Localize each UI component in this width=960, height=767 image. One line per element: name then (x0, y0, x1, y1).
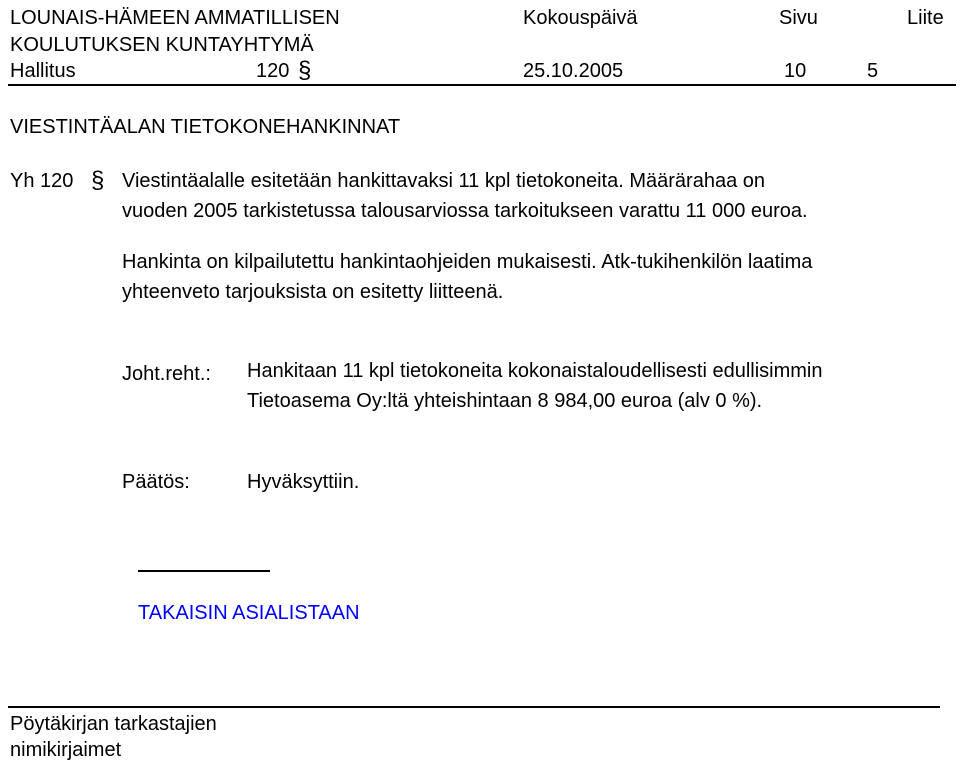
footer-label-line1: Pöytäkirjan tarkastajien (10, 713, 217, 735)
attachment-label: Liite (907, 7, 944, 29)
decision-label: Päätös: (122, 471, 190, 493)
meeting-date-label: Kokouspäivä (523, 7, 638, 29)
case-paragraph-2 (122, 247, 812, 307)
case-label: Yh 120 (10, 170, 74, 192)
organization-name-line2: KOULUTUKSEN KUNTAYHTYMÄ (10, 34, 314, 56)
case-line: Viestintäalalle esitetään hankittavaksi 11 kpl tietokoneita. Määrärahaa on (122, 170, 765, 192)
case-section-symbol-icon: § (91, 167, 105, 194)
decision-text: Hyväksyttiin. (247, 471, 360, 493)
header-divider (8, 84, 956, 86)
organization-name-line1: LOUNAIS-HÄMEEN AMMATILLISEN (10, 7, 340, 29)
meeting-date: 25.10.2005 (523, 60, 624, 82)
attachment-number: 5 (867, 60, 879, 82)
case-line: vuoden 2005 tarkistetussa talousarviossa tarkoitukseen varattu 11 000 euroa. (122, 200, 808, 222)
document-title: VIESTINTÄALAN TIETOKONEHANKINNAT (10, 116, 401, 138)
page-number: 10 (784, 60, 807, 82)
section-symbol-icon: § (298, 57, 312, 84)
separator-line (138, 570, 270, 572)
page-label: Sivu (779, 7, 818, 29)
proposal-label: Joht.reht.: (122, 363, 211, 385)
proposal-text (247, 356, 823, 416)
footer-label-line2: nimikirjaimet (10, 739, 122, 761)
back-to-agenda-link[interactable]: TAKAISIN ASIALISTAAN (138, 602, 360, 624)
case-paragraph-1 (122, 166, 808, 226)
proposal-line: Hankitaan 11 kpl tietokoneita kokonaistaloudellisesti edullisimmin (247, 360, 823, 382)
case-line: Hankinta on kilpailutettu hankintaohjeiden mukaisesti. Atk-tukihenkilön laatima (122, 251, 813, 273)
section-number: 120 (256, 60, 290, 82)
footer-divider (8, 706, 940, 708)
case-line: yhteenveto tarjouksista on esitetty liitteenä. (122, 281, 504, 303)
proposal-line: Tietoasema Oy:ltä yhteishintaan 8 984,00 euroa (alv 0 %). (247, 390, 763, 412)
governing-body: Hallitus (10, 60, 76, 82)
